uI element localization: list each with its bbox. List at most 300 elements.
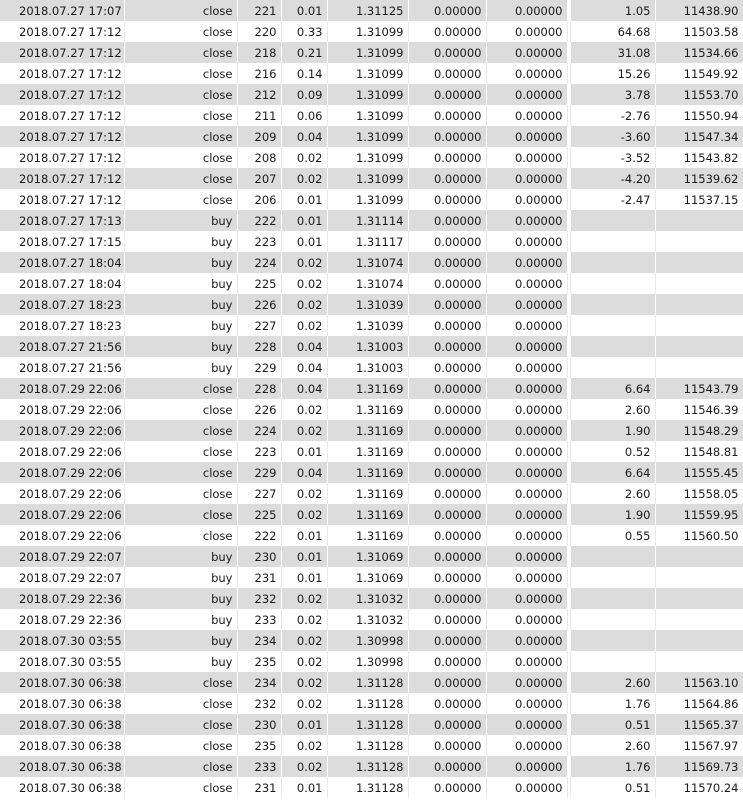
table-row[interactable] bbox=[0, 63, 743, 84]
time-cell: 2018.07.27 17:13 bbox=[0, 210, 124, 231]
table-row[interactable] bbox=[0, 714, 743, 735]
sl-cell: 0.00000 bbox=[408, 630, 486, 651]
profit-cell: 1.76 bbox=[570, 756, 655, 777]
price-cell: 1.30998 bbox=[327, 630, 408, 651]
size-cell: 0.02 bbox=[281, 294, 327, 315]
time-cell: 2018.07.27 17:12 bbox=[0, 147, 124, 168]
sl-cell: 0.00000 bbox=[408, 525, 486, 546]
sl-cell: 0.00000 bbox=[408, 735, 486, 756]
price-cell: 1.30998 bbox=[327, 651, 408, 672]
profit-cell: 0.51 bbox=[570, 714, 655, 735]
order-cell: 212 bbox=[237, 84, 281, 105]
tp-cell: 0.00000 bbox=[486, 483, 567, 504]
table-row[interactable] bbox=[0, 378, 743, 399]
profit-cell bbox=[570, 252, 655, 273]
table-row[interactable] bbox=[0, 462, 743, 483]
price-cell: 1.31099 bbox=[327, 84, 408, 105]
type-cell: close bbox=[124, 525, 237, 546]
time-cell: 2018.07.30 06:38 bbox=[0, 672, 124, 693]
order-cell: 229 bbox=[237, 357, 281, 378]
sl-cell: 0.00000 bbox=[408, 357, 486, 378]
balance-cell bbox=[655, 273, 743, 294]
type-cell: close bbox=[124, 42, 237, 63]
table-row[interactable] bbox=[0, 588, 743, 609]
profit-cell bbox=[570, 315, 655, 336]
table-row[interactable] bbox=[0, 420, 743, 441]
profit-cell: -2.76 bbox=[570, 105, 655, 126]
size-cell: 0.02 bbox=[281, 756, 327, 777]
profit-cell bbox=[570, 651, 655, 672]
type-cell: close bbox=[124, 672, 237, 693]
type-cell: buy bbox=[124, 609, 237, 630]
balance-cell: 11438.90 bbox=[655, 0, 743, 21]
price-cell: 1.31099 bbox=[327, 42, 408, 63]
type-cell: close bbox=[124, 777, 237, 798]
time-cell: 2018.07.29 22:06 bbox=[0, 378, 124, 399]
sl-cell: 0.00000 bbox=[408, 252, 486, 273]
type-cell: close bbox=[124, 147, 237, 168]
size-cell: 0.02 bbox=[281, 651, 327, 672]
sl-cell: 0.00000 bbox=[408, 651, 486, 672]
order-cell: 232 bbox=[237, 588, 281, 609]
balance-cell bbox=[655, 252, 743, 273]
profit-cell: -3.52 bbox=[570, 147, 655, 168]
time-cell: 2018.07.27 18:23 bbox=[0, 315, 124, 336]
table-row[interactable] bbox=[0, 294, 743, 315]
tp-cell: 0.00000 bbox=[486, 756, 567, 777]
type-cell: buy bbox=[124, 231, 237, 252]
sl-cell: 0.00000 bbox=[408, 378, 486, 399]
sl-cell: 0.00000 bbox=[408, 588, 486, 609]
sl-cell: 0.00000 bbox=[408, 105, 486, 126]
type-cell: close bbox=[124, 714, 237, 735]
order-cell: 227 bbox=[237, 483, 281, 504]
price-cell: 1.31039 bbox=[327, 294, 408, 315]
order-cell: 226 bbox=[237, 294, 281, 315]
table-row[interactable] bbox=[0, 441, 743, 462]
balance-cell bbox=[655, 567, 743, 588]
profit-cell bbox=[570, 546, 655, 567]
table-row[interactable] bbox=[0, 21, 743, 42]
time-cell: 2018.07.29 22:36 bbox=[0, 588, 124, 609]
type-cell: close bbox=[124, 168, 237, 189]
type-cell: buy bbox=[124, 336, 237, 357]
balance-cell: 11549.92 bbox=[655, 63, 743, 84]
table-row[interactable] bbox=[0, 189, 743, 210]
type-cell: buy bbox=[124, 546, 237, 567]
size-cell: 0.06 bbox=[281, 105, 327, 126]
price-cell: 1.31032 bbox=[327, 609, 408, 630]
order-cell: 223 bbox=[237, 231, 281, 252]
order-cell: 221 bbox=[237, 0, 281, 21]
size-cell: 0.02 bbox=[281, 420, 327, 441]
balance-cell: 11569.73 bbox=[655, 756, 743, 777]
size-cell: 0.04 bbox=[281, 336, 327, 357]
time-cell: 2018.07.30 06:38 bbox=[0, 693, 124, 714]
profit-cell bbox=[570, 588, 655, 609]
table-row[interactable] bbox=[0, 609, 743, 630]
balance-cell: 11563.10 bbox=[655, 672, 743, 693]
price-cell: 1.31099 bbox=[327, 189, 408, 210]
size-cell: 0.02 bbox=[281, 504, 327, 525]
order-cell: 218 bbox=[237, 42, 281, 63]
profit-cell: 0.55 bbox=[570, 525, 655, 546]
balance-cell: 11550.94 bbox=[655, 105, 743, 126]
order-cell: 227 bbox=[237, 315, 281, 336]
tp-cell: 0.00000 bbox=[486, 651, 567, 672]
price-cell: 1.31114 bbox=[327, 210, 408, 231]
size-cell: 0.21 bbox=[281, 42, 327, 63]
profit-cell: 2.60 bbox=[570, 735, 655, 756]
type-cell: close bbox=[124, 21, 237, 42]
order-cell: 235 bbox=[237, 651, 281, 672]
time-cell: 2018.07.30 06:38 bbox=[0, 777, 124, 798]
profit-cell: 64.68 bbox=[570, 21, 655, 42]
sl-cell: 0.00000 bbox=[408, 231, 486, 252]
type-cell: buy bbox=[124, 273, 237, 294]
table-row[interactable] bbox=[0, 357, 743, 378]
profit-cell: 15.26 bbox=[570, 63, 655, 84]
sl-cell: 0.00000 bbox=[408, 315, 486, 336]
price-cell: 1.31169 bbox=[327, 525, 408, 546]
type-cell: buy bbox=[124, 210, 237, 231]
sl-cell: 0.00000 bbox=[408, 21, 486, 42]
size-cell: 0.01 bbox=[281, 714, 327, 735]
balance-cell bbox=[655, 336, 743, 357]
time-cell: 2018.07.30 06:38 bbox=[0, 756, 124, 777]
time-cell: 2018.07.27 17:12 bbox=[0, 63, 124, 84]
price-cell: 1.31169 bbox=[327, 420, 408, 441]
tp-cell: 0.00000 bbox=[486, 168, 567, 189]
size-cell: 0.02 bbox=[281, 693, 327, 714]
price-cell: 1.31032 bbox=[327, 588, 408, 609]
size-cell: 0.14 bbox=[281, 63, 327, 84]
sl-cell: 0.00000 bbox=[408, 147, 486, 168]
table-row[interactable] bbox=[0, 42, 743, 63]
profit-cell bbox=[570, 294, 655, 315]
order-cell: 234 bbox=[237, 672, 281, 693]
balance-cell: 11555.45 bbox=[655, 462, 743, 483]
profit-cell: 1.05 bbox=[570, 0, 655, 21]
time-cell: 2018.07.30 06:38 bbox=[0, 735, 124, 756]
tp-cell: 0.00000 bbox=[486, 105, 567, 126]
time-cell: 2018.07.27 17:12 bbox=[0, 21, 124, 42]
size-cell: 0.02 bbox=[281, 273, 327, 294]
type-cell: close bbox=[124, 378, 237, 399]
tp-cell: 0.00000 bbox=[486, 378, 567, 399]
type-cell: close bbox=[124, 84, 237, 105]
type-cell: close bbox=[124, 735, 237, 756]
order-cell: 216 bbox=[237, 63, 281, 84]
sl-cell: 0.00000 bbox=[408, 483, 486, 504]
time-cell: 2018.07.29 22:36 bbox=[0, 609, 124, 630]
type-cell: buy bbox=[124, 252, 237, 273]
tp-cell: 0.00000 bbox=[486, 252, 567, 273]
balance-cell: 11503.58 bbox=[655, 21, 743, 42]
balance-cell: 11546.39 bbox=[655, 399, 743, 420]
type-cell: close bbox=[124, 63, 237, 84]
balance-cell bbox=[655, 315, 743, 336]
balance-cell: 11564.86 bbox=[655, 693, 743, 714]
size-cell: 0.01 bbox=[281, 189, 327, 210]
table-row[interactable] bbox=[0, 567, 743, 588]
table-row[interactable] bbox=[0, 546, 743, 567]
time-cell: 2018.07.27 18:04 bbox=[0, 252, 124, 273]
order-cell: 230 bbox=[237, 546, 281, 567]
balance-cell bbox=[655, 357, 743, 378]
tp-cell: 0.00000 bbox=[486, 693, 567, 714]
tp-cell: 0.00000 bbox=[486, 735, 567, 756]
balance-cell: 11558.05 bbox=[655, 483, 743, 504]
profit-cell bbox=[570, 630, 655, 651]
order-cell: 228 bbox=[237, 336, 281, 357]
balance-cell bbox=[655, 210, 743, 231]
price-cell: 1.31099 bbox=[327, 168, 408, 189]
price-cell: 1.31069 bbox=[327, 567, 408, 588]
table-row[interactable] bbox=[0, 735, 743, 756]
table-row[interactable] bbox=[0, 651, 743, 672]
type-cell: buy bbox=[124, 357, 237, 378]
type-cell: close bbox=[124, 0, 237, 21]
profit-cell: 6.64 bbox=[570, 462, 655, 483]
tp-cell: 0.00000 bbox=[486, 315, 567, 336]
order-cell: 231 bbox=[237, 567, 281, 588]
order-cell: 229 bbox=[237, 462, 281, 483]
tp-cell: 0.00000 bbox=[486, 567, 567, 588]
order-cell: 211 bbox=[237, 105, 281, 126]
time-cell: 2018.07.27 21:56 bbox=[0, 336, 124, 357]
size-cell: 0.04 bbox=[281, 357, 327, 378]
price-cell: 1.31128 bbox=[327, 714, 408, 735]
time-cell: 2018.07.27 18:04 bbox=[0, 273, 124, 294]
size-cell: 0.01 bbox=[281, 546, 327, 567]
balance-cell: 11553.70 bbox=[655, 84, 743, 105]
price-cell: 1.31128 bbox=[327, 735, 408, 756]
order-cell: 225 bbox=[237, 504, 281, 525]
order-cell: 222 bbox=[237, 525, 281, 546]
price-cell: 1.31099 bbox=[327, 147, 408, 168]
tp-cell: 0.00000 bbox=[486, 777, 567, 798]
time-cell: 2018.07.29 22:06 bbox=[0, 525, 124, 546]
sl-cell: 0.00000 bbox=[408, 777, 486, 798]
price-cell: 1.31074 bbox=[327, 273, 408, 294]
tp-cell: 0.00000 bbox=[486, 336, 567, 357]
sl-cell: 0.00000 bbox=[408, 546, 486, 567]
size-cell: 0.01 bbox=[281, 441, 327, 462]
time-cell: 2018.07.30 03:55 bbox=[0, 651, 124, 672]
balance-cell: 11559.95 bbox=[655, 504, 743, 525]
type-cell: close bbox=[124, 189, 237, 210]
price-cell: 1.31128 bbox=[327, 756, 408, 777]
balance-cell bbox=[655, 588, 743, 609]
type-cell: close bbox=[124, 693, 237, 714]
price-cell: 1.31169 bbox=[327, 441, 408, 462]
tp-cell: 0.00000 bbox=[486, 126, 567, 147]
tp-cell: 0.00000 bbox=[486, 210, 567, 231]
sl-cell: 0.00000 bbox=[408, 693, 486, 714]
tp-cell: 0.00000 bbox=[486, 147, 567, 168]
table-row[interactable] bbox=[0, 483, 743, 504]
type-cell: close bbox=[124, 756, 237, 777]
order-cell: 234 bbox=[237, 630, 281, 651]
table-row[interactable] bbox=[0, 336, 743, 357]
time-cell: 2018.07.27 17:12 bbox=[0, 168, 124, 189]
balance-cell: 11570.24 bbox=[655, 777, 743, 798]
table-row[interactable] bbox=[0, 315, 743, 336]
sl-cell: 0.00000 bbox=[408, 84, 486, 105]
profit-cell: 31.08 bbox=[570, 42, 655, 63]
order-cell: 224 bbox=[237, 252, 281, 273]
profit-cell: 1.76 bbox=[570, 693, 655, 714]
table-row[interactable] bbox=[0, 756, 743, 777]
sl-cell: 0.00000 bbox=[408, 273, 486, 294]
tp-cell: 0.00000 bbox=[486, 609, 567, 630]
profit-cell: 2.60 bbox=[570, 399, 655, 420]
order-cell: 223 bbox=[237, 441, 281, 462]
balance-cell: 11548.81 bbox=[655, 441, 743, 462]
type-cell: close bbox=[124, 504, 237, 525]
time-cell: 2018.07.27 17:15 bbox=[0, 231, 124, 252]
profit-cell bbox=[570, 567, 655, 588]
order-cell: 233 bbox=[237, 609, 281, 630]
price-cell: 1.31128 bbox=[327, 672, 408, 693]
sl-cell: 0.00000 bbox=[408, 336, 486, 357]
type-cell: buy bbox=[124, 630, 237, 651]
size-cell: 0.04 bbox=[281, 126, 327, 147]
profit-cell bbox=[570, 210, 655, 231]
time-cell: 2018.07.27 21:56 bbox=[0, 357, 124, 378]
price-cell: 1.31039 bbox=[327, 315, 408, 336]
sl-cell: 0.00000 bbox=[408, 672, 486, 693]
size-cell: 0.01 bbox=[281, 0, 327, 21]
size-cell: 0.01 bbox=[281, 567, 327, 588]
time-cell: 2018.07.27 18:23 bbox=[0, 294, 124, 315]
time-cell: 2018.07.27 17:12 bbox=[0, 84, 124, 105]
profit-cell bbox=[570, 273, 655, 294]
table-row[interactable] bbox=[0, 252, 743, 273]
profit-cell: 2.60 bbox=[570, 483, 655, 504]
price-cell: 1.31003 bbox=[327, 336, 408, 357]
balance-cell: 11543.82 bbox=[655, 147, 743, 168]
order-cell: 235 bbox=[237, 735, 281, 756]
sl-cell: 0.00000 bbox=[408, 441, 486, 462]
profit-cell bbox=[570, 231, 655, 252]
order-cell: 207 bbox=[237, 168, 281, 189]
order-cell: 222 bbox=[237, 210, 281, 231]
order-cell: 231 bbox=[237, 777, 281, 798]
tp-cell: 0.00000 bbox=[486, 189, 567, 210]
price-cell: 1.31099 bbox=[327, 105, 408, 126]
tp-cell: 0.00000 bbox=[486, 525, 567, 546]
tp-cell: 0.00000 bbox=[486, 504, 567, 525]
balance-cell: 11539.62 bbox=[655, 168, 743, 189]
size-cell: 0.02 bbox=[281, 672, 327, 693]
time-cell: 2018.07.29 22:06 bbox=[0, 462, 124, 483]
sl-cell: 0.00000 bbox=[408, 504, 486, 525]
time-cell: 2018.07.29 22:07 bbox=[0, 567, 124, 588]
table-row[interactable] bbox=[0, 126, 743, 147]
size-cell: 0.02 bbox=[281, 399, 327, 420]
price-cell: 1.31169 bbox=[327, 504, 408, 525]
profit-cell bbox=[570, 357, 655, 378]
time-cell: 2018.07.30 03:55 bbox=[0, 630, 124, 651]
size-cell: 0.01 bbox=[281, 777, 327, 798]
type-cell: close bbox=[124, 441, 237, 462]
sl-cell: 0.00000 bbox=[408, 168, 486, 189]
table-row[interactable] bbox=[0, 777, 743, 798]
balance-cell: 11567.97 bbox=[655, 735, 743, 756]
sl-cell: 0.00000 bbox=[408, 210, 486, 231]
profit-cell bbox=[570, 609, 655, 630]
table-row[interactable] bbox=[0, 84, 743, 105]
balance-cell: 11565.37 bbox=[655, 714, 743, 735]
profit-cell: 1.90 bbox=[570, 504, 655, 525]
balance-cell bbox=[655, 231, 743, 252]
price-cell: 1.31003 bbox=[327, 357, 408, 378]
size-cell: 0.02 bbox=[281, 735, 327, 756]
size-cell: 0.09 bbox=[281, 84, 327, 105]
size-cell: 0.04 bbox=[281, 462, 327, 483]
sl-cell: 0.00000 bbox=[408, 567, 486, 588]
price-cell: 1.31169 bbox=[327, 378, 408, 399]
table-row[interactable] bbox=[0, 672, 743, 693]
time-cell: 2018.07.29 22:06 bbox=[0, 420, 124, 441]
table-row[interactable] bbox=[0, 273, 743, 294]
sl-cell: 0.00000 bbox=[408, 294, 486, 315]
balance-cell bbox=[655, 546, 743, 567]
table-row[interactable] bbox=[0, 105, 743, 126]
order-cell: 206 bbox=[237, 189, 281, 210]
price-cell: 1.31099 bbox=[327, 21, 408, 42]
time-cell: 2018.07.29 22:06 bbox=[0, 504, 124, 525]
tp-cell: 0.00000 bbox=[486, 63, 567, 84]
order-cell: 208 bbox=[237, 147, 281, 168]
price-cell: 1.31169 bbox=[327, 462, 408, 483]
table-row[interactable] bbox=[0, 0, 743, 21]
profit-cell: -3.60 bbox=[570, 126, 655, 147]
time-cell: 2018.07.29 22:06 bbox=[0, 441, 124, 462]
type-cell: close bbox=[124, 105, 237, 126]
size-cell: 0.02 bbox=[281, 609, 327, 630]
sl-cell: 0.00000 bbox=[408, 63, 486, 84]
profit-cell: 3.78 bbox=[570, 84, 655, 105]
tp-cell: 0.00000 bbox=[486, 546, 567, 567]
profit-cell bbox=[570, 336, 655, 357]
table-row[interactable] bbox=[0, 231, 743, 252]
price-cell: 1.31099 bbox=[327, 63, 408, 84]
table-row[interactable] bbox=[0, 693, 743, 714]
table-row[interactable] bbox=[0, 147, 743, 168]
balance-cell bbox=[655, 609, 743, 630]
table-row[interactable] bbox=[0, 525, 743, 546]
time-cell: 2018.07.29 22:06 bbox=[0, 399, 124, 420]
tp-cell: 0.00000 bbox=[486, 420, 567, 441]
table-row[interactable] bbox=[0, 168, 743, 189]
table-row[interactable] bbox=[0, 210, 743, 231]
type-cell: buy bbox=[124, 294, 237, 315]
price-cell: 1.31169 bbox=[327, 483, 408, 504]
tp-cell: 0.00000 bbox=[486, 0, 567, 21]
order-cell: 225 bbox=[237, 273, 281, 294]
sl-cell: 0.00000 bbox=[408, 399, 486, 420]
table-row[interactable] bbox=[0, 630, 743, 651]
tp-cell: 0.00000 bbox=[486, 588, 567, 609]
table-row[interactable] bbox=[0, 504, 743, 525]
balance-cell bbox=[655, 651, 743, 672]
table-row[interactable] bbox=[0, 399, 743, 420]
profit-cell: 1.90 bbox=[570, 420, 655, 441]
price-cell: 1.31074 bbox=[327, 252, 408, 273]
